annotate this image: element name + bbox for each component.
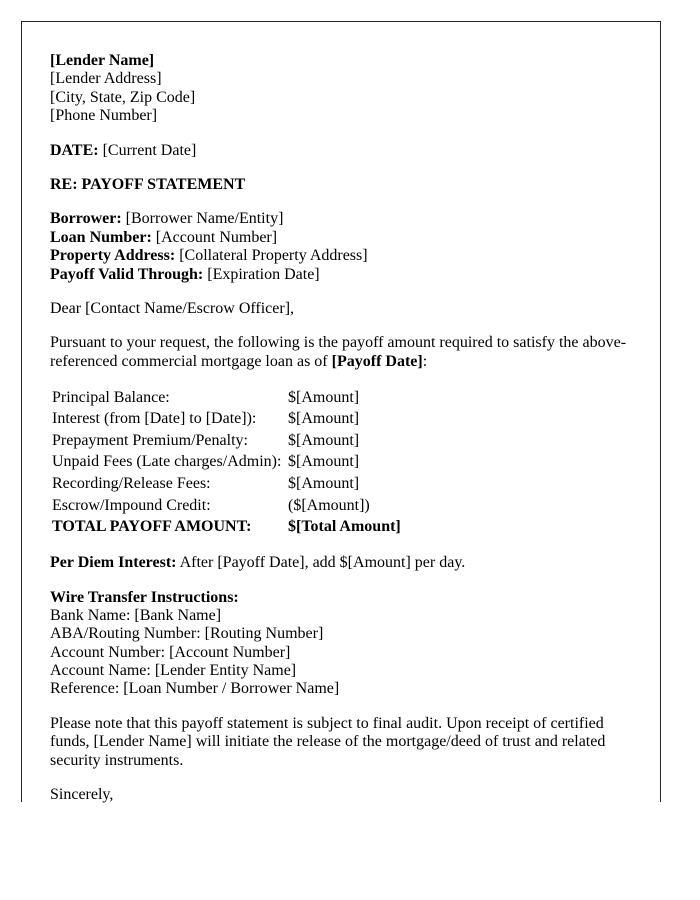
per-diem-label: Per Diem Interest: [50, 554, 177, 572]
table-row-recording-fees [52, 473, 401, 495]
loan-number-label: Loan Number: [50, 228, 152, 246]
property-address-label: Property Address: [50, 247, 176, 265]
wire-heading: Wire Transfer Instructions: [50, 588, 239, 606]
borrower-value: [Borrower Name/Entity] [125, 210, 284, 228]
row-amount: $[Amount] [288, 388, 360, 406]
subject-line: RE: PAYOFF STATEMENT [50, 175, 246, 193]
wire-line-reference: Reference: [Loan Number / Borrower Name] [50, 680, 340, 698]
loan-number-value: [Account Number] [155, 228, 278, 246]
payoff-amounts-table [52, 387, 401, 538]
row-amount: $[Amount] [288, 474, 360, 492]
row-label: Recording/Release Fees: [52, 474, 211, 492]
lender-phone-number: [Phone Number] [50, 107, 158, 125]
table-row-prepayment [52, 430, 401, 452]
row-label: Escrow/Impound Credit: [52, 496, 211, 514]
payoff-statement-letter [22, 22, 660, 804]
lender-name: [Lender Name] [50, 52, 155, 69]
wire-line-bank-name: Bank Name: [Bank Name] [50, 606, 222, 624]
row-label: TOTAL PAYOFF AMOUNT: [52, 518, 252, 536]
row-amount: $[Amount] [288, 431, 360, 449]
table-row-interest [52, 409, 401, 431]
row-label: Prepayment Premium/Penalty: [52, 431, 248, 449]
table-row-unpaid-fees [52, 452, 401, 474]
payoff-valid-through-label: Payoff Valid Through: [50, 265, 204, 283]
date-label: DATE: [50, 141, 99, 159]
salutation: Dear [Contact Name/Escrow Officer], [50, 299, 295, 317]
lender-address-block [50, 52, 632, 126]
row-label: Unpaid Fees (Late charges/Admin): [52, 453, 282, 471]
wire-instructions-block [50, 589, 632, 699]
per-diem-line [50, 554, 632, 572]
closing-paragraph: Please note that this payoff statement is subject to final audit. Upon receipt of certified funds, [Lender Name] will initiate the release of the mortgage/deed of trust and related security instruments. [50, 714, 606, 769]
row-label: Principal Balance: [52, 388, 170, 406]
table-row-principal [52, 387, 401, 409]
row-amount: $[Total Amount] [288, 518, 401, 536]
per-diem-text: After [Payoff Date], add $[Amount] per day. [179, 554, 466, 572]
wire-line-account-name: Account Name: [Lender Entity Name] [50, 662, 297, 680]
sign-off: Sincerely, [50, 786, 114, 804]
payoff-date-emphasis: [Payoff Date] [331, 352, 423, 370]
lender-address: [Lender Address] [50, 70, 162, 88]
row-amount: $[Amount] [288, 453, 360, 471]
loan-details-block [50, 210, 632, 284]
borrower-label: Borrower: [50, 210, 122, 228]
intro-paragraph: Pursuant to your request, the following is the payoff amount required to satisfy the above-referenced commercial mortgage loan as of [Payoff Date]: [50, 334, 627, 370]
date-value: [Current Date] [102, 141, 197, 159]
row-amount: $[Amount] [288, 410, 360, 428]
date-line [50, 142, 632, 160]
lender-city-state-zip: [City, State, Zip Code] [50, 88, 196, 106]
wire-line-account-number: Account Number: [Account Number] [50, 643, 291, 661]
table-row-total [52, 517, 401, 539]
row-label: Interest (from [Date] to [Date]): [52, 410, 257, 428]
wire-line-routing-number: ABA/Routing Number: [Routing Number] [50, 625, 324, 643]
letter-page-frame [21, 21, 661, 802]
payoff-valid-through-value: [Expiration Date] [207, 265, 320, 283]
table-row-escrow-credit [52, 495, 401, 517]
row-amount: ($[Amount]) [288, 496, 370, 514]
property-address-value: [Collateral Property Address] [179, 247, 368, 265]
